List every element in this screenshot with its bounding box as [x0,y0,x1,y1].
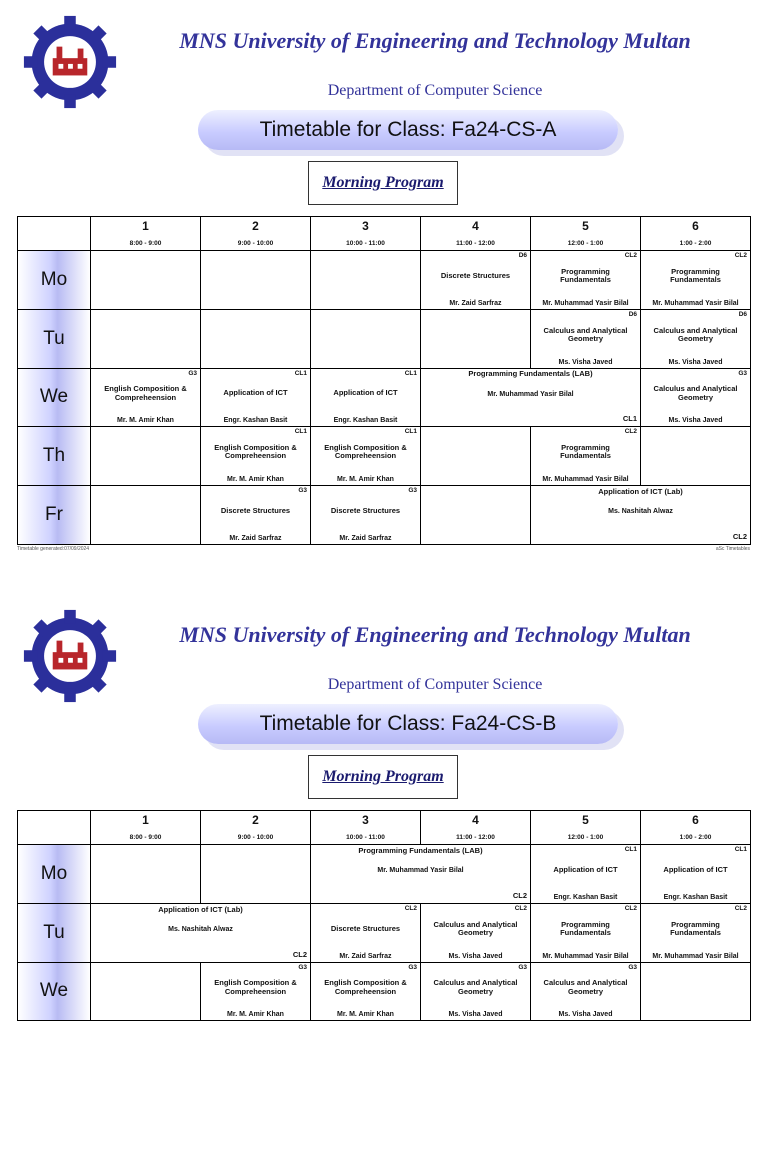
teacher-name: Engr. Kashan Basit [663,893,728,901]
subject-name: English Composition & Compreheension [324,978,407,996]
room-label: CL2 [732,531,747,541]
room-label: CL2 [624,252,637,259]
room-label: G3 [628,963,637,971]
class-title: Timetable for Class: Fa24-CS-A [198,110,618,150]
class-slot [640,368,751,428]
period-number: 5 [582,813,589,827]
empty-slot [310,309,421,369]
class-slot [310,903,421,963]
teacher-name: Mr. Zaid Sarfraz [339,534,392,542]
class-slot [200,426,311,486]
teacher-name: Mr. Muhammad Yasir Bilal [542,299,629,307]
university-logo-icon [22,608,118,704]
room-label: CL2 [292,949,307,959]
empty-slot [90,250,201,310]
teacher-name: Ms. Visha Javed [558,358,613,366]
department-name: Department of Computer Science [327,676,543,693]
generated-footer: Timetable generated:07/09/2024 [17,546,90,552]
subject-name: Application of ICT (Lab) [598,487,683,497]
subject-name: Application of ICT (Lab) [158,904,243,914]
day-label: Tu [17,903,91,963]
period-time: 9:00 - 10:00 [237,834,274,841]
empty-slot [420,426,531,486]
period-header [200,216,311,251]
class-slot [640,250,751,310]
teacher-name: Mr. M. Amir Khan [337,1011,394,1019]
subject-name: Application of ICT [553,864,618,874]
teacher-name: Ms. Visha Javed [448,1011,503,1019]
empty-slot [420,309,531,369]
room-label: G3 [298,963,307,971]
teacher-name: Ms. Nashitah Alwaz [168,925,233,933]
room-label: D6 [518,252,527,259]
period-header [90,216,201,251]
class-slot [90,368,201,428]
period-number: 3 [362,813,369,827]
period-header [420,216,531,251]
class-slot [310,962,421,1022]
period-header [420,810,531,845]
period-time: 9:00 - 10:00 [237,240,274,247]
room-label: CL2 [734,252,747,259]
class-slot [200,368,311,428]
teacher-name: Ms. Visha Javed [558,1011,613,1019]
program-label: Morning Program [308,161,458,205]
empty-slot [90,309,201,369]
class-slot [420,368,641,428]
room-label: D6 [738,310,747,318]
period-number: 6 [692,219,699,233]
university-name: MNS University of Engineering and Technology Multan [179,622,691,647]
day-label: Mo [17,844,91,904]
teacher-name: Mr. Muhammad Yasir Bilal [542,476,629,484]
subject-name: Programming Fundamentals [670,266,721,284]
subject-name: Programming Fundamentals [670,919,721,937]
teacher-name: Ms. Visha Javed [668,358,723,366]
period-number: 1 [142,813,149,827]
room-label: G3 [188,369,197,377]
room-label: G3 [518,963,527,971]
room-label: CL2 [514,904,527,912]
subject-name: Programming Fundamentals (LAB) [358,845,483,855]
teacher-name: Mr. Zaid Sarfraz [449,299,502,307]
class-slot [420,250,531,310]
room-label: G3 [298,487,307,495]
class-slot [530,962,641,1022]
teacher-name: Mr. M. Amir Khan [227,476,284,484]
class-slot [640,844,751,904]
subject-name: English Composition & Compreheension [214,443,297,461]
teacher-name: Ms. Nashitah Alwaz [608,508,673,516]
class-slot [420,903,531,963]
empty-slot [200,844,311,904]
period-time: 12:00 - 1:00 [567,240,604,247]
subject-name: Programming Fundamentals [560,919,611,937]
room-label: CL1 [294,369,307,377]
period-number: 5 [582,219,589,233]
timetable-page-a [0,0,768,560]
program-label: Morning Program [308,755,458,799]
subject-name: English Composition & Compreheension [324,443,407,461]
room-label: CL1 [622,414,637,424]
class-slot [530,309,641,369]
period-number: 1 [142,219,149,233]
subject-name: Programming Fundamentals [560,266,611,284]
teacher-name: Engr. Kashan Basit [333,417,398,425]
teacher-name: Ms. Visha Javed [448,952,503,960]
university-name: MNS University of Engineering and Technology Multan [179,28,691,53]
class-slot [640,309,751,369]
subject-name: Calculus and Analytical Geometry [433,978,518,996]
teacher-name: Mr. Zaid Sarfraz [229,534,282,542]
day-label: Fr [17,485,91,545]
day-label: Tu [17,309,91,369]
room-label: G3 [408,963,417,971]
period-time: 8:00 - 9:00 [129,834,162,841]
empty-slot [640,962,751,1022]
period-header [200,810,311,845]
room-label: G3 [738,369,747,377]
subject-name: Discrete Structures [440,270,511,280]
subject-name: Programming Fundamentals (LAB) [468,369,593,379]
empty-slot [640,426,751,486]
subject-name: Discrete Structures [330,923,401,933]
empty-slot [200,250,311,310]
teacher-name: Mr. Muhammad Yasir Bilal [377,867,464,874]
room-label: CL1 [404,369,417,377]
room-label: CL2 [404,904,417,912]
period-number: 3 [362,219,369,233]
teacher-name: Mr. Zaid Sarfraz [339,952,392,960]
class-slot [200,962,311,1022]
department-name: Department of Computer Science [327,82,543,99]
subject-name: English Composition & Compreheension [214,978,297,996]
period-time: 10:00 - 11:00 [346,240,385,247]
class-slot [530,485,751,545]
class-slot [640,903,751,963]
subject-name: Calculus and Analytical Geometry [653,325,738,343]
period-header [90,810,201,845]
period-time: 10:00 - 11:00 [346,834,385,841]
teacher-name: Engr. Kashan Basit [223,417,288,425]
class-slot [90,903,311,963]
period-time: 12:00 - 1:00 [567,834,604,841]
teacher-name: Mr. M. Amir Khan [227,1011,284,1019]
room-label: CL2 [512,890,527,900]
period-time: 11:00 - 12:00 [456,834,495,841]
room-label: CL2 [734,904,747,912]
corner-cell [17,216,91,251]
period-header [640,216,751,251]
day-label: Mo [17,250,91,310]
subject-name: English Composition & Compreheension [104,384,187,402]
period-header [530,810,641,845]
period-number: 6 [692,813,699,827]
period-number: 2 [252,219,259,233]
class-slot [530,903,641,963]
class-slot [310,368,421,428]
period-number: 2 [252,813,259,827]
room-label: CL1 [624,846,637,853]
class-slot [530,844,641,904]
period-header [530,216,641,251]
subject-name: Application of ICT [333,388,398,398]
room-label: G3 [408,487,417,495]
class-slot [530,426,641,486]
empty-slot [310,250,421,310]
day-label: We [17,368,91,428]
timetable-grid [17,810,750,1138]
period-header [310,216,421,251]
subject-name: Calculus and Analytical Geometry [543,325,628,343]
room-label: CL1 [404,428,417,436]
teacher-name: Mr. Muhammad Yasir Bilal [652,952,739,960]
period-time: 1:00 - 2:00 [679,240,712,247]
room-label: CL1 [734,846,747,853]
room-label: CL1 [294,428,307,436]
timetable-grid [17,216,750,544]
class-slot [310,844,531,904]
teacher-name: Engr. Kashan Basit [553,893,618,901]
empty-slot [200,309,311,369]
subject-name: Application of ICT [663,864,728,874]
day-label: We [17,962,91,1022]
room-label: D6 [628,310,637,318]
teacher-name: Mr. Muhammad Yasir Bilal [487,390,574,398]
period-time: 8:00 - 9:00 [129,240,162,247]
class-slot [200,485,311,545]
teacher-name: Mr. M. Amir Khan [117,417,174,425]
class-slot [310,485,421,545]
timetable-page-b [0,594,768,1154]
empty-slot [420,485,531,545]
empty-slot [90,962,201,1022]
teacher-name: Mr. Muhammad Yasir Bilal [652,299,739,307]
software-footer: aSc Timetables [715,546,750,552]
subject-name: Programming Fundamentals [560,443,611,461]
subject-name: Discrete Structures [220,506,291,516]
corner-cell [17,810,91,845]
room-label: CL2 [624,428,637,436]
subject-name: Calculus and Analytical Geometry [433,919,518,937]
class-slot [310,426,421,486]
empty-slot [90,844,201,904]
teacher-name: Ms. Visha Javed [668,417,723,425]
subject-name: Application of ICT [223,388,288,398]
university-logo-icon [22,14,118,110]
day-label: Th [17,426,91,486]
class-slot [530,250,641,310]
class-slot [420,962,531,1022]
subject-name: Calculus and Analytical Geometry [653,384,738,402]
period-time: 1:00 - 2:00 [679,834,712,841]
teacher-name: Mr. Muhammad Yasir Bilal [542,952,629,960]
period-number: 4 [472,813,479,827]
period-number: 4 [472,219,479,233]
teacher-name: Mr. M. Amir Khan [337,476,394,484]
empty-slot [90,485,201,545]
period-header [310,810,421,845]
subject-name: Calculus and Analytical Geometry [543,978,628,996]
period-time: 11:00 - 12:00 [456,240,495,247]
class-title: Timetable for Class: Fa24-CS-B [198,704,618,744]
subject-name: Discrete Structures [330,506,401,516]
period-header [640,810,751,845]
empty-slot [90,426,201,486]
room-label: CL2 [624,904,637,912]
